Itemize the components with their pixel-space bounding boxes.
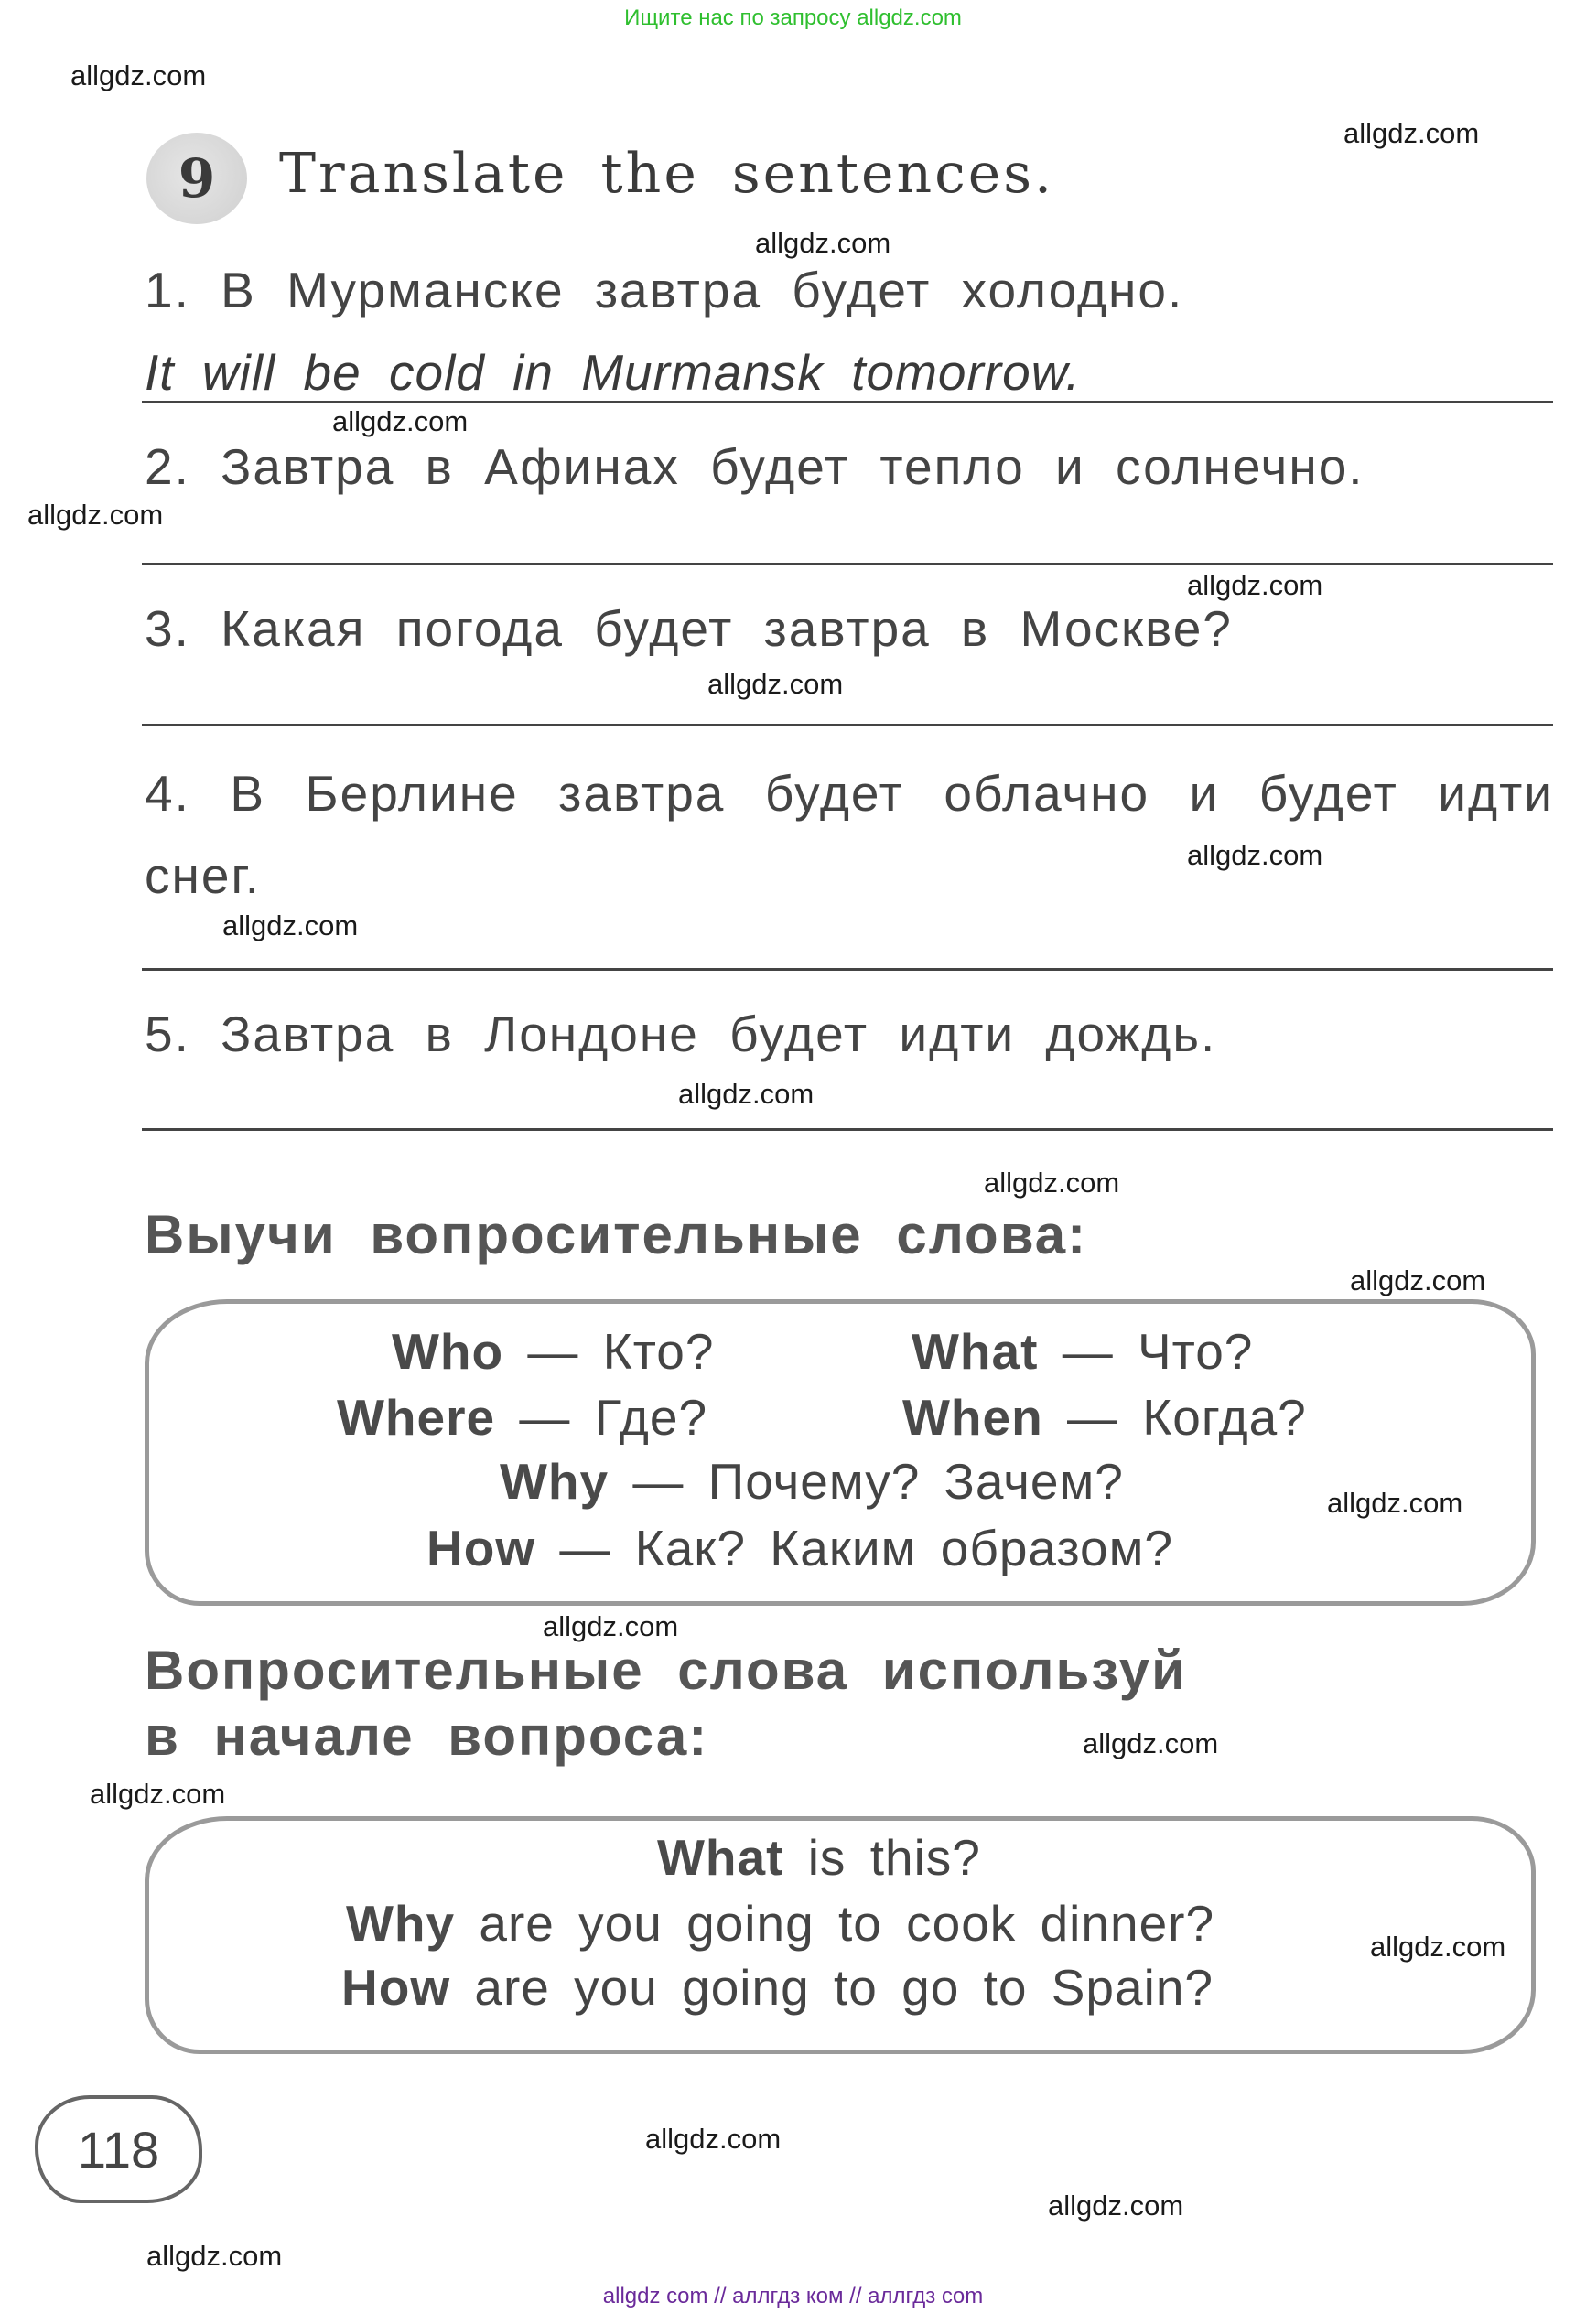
- watermark: allgdz.com: [90, 1778, 226, 1810]
- usage-examples-box: [145, 1816, 1536, 2054]
- exercise-number: 9: [178, 147, 216, 210]
- watermark: allgdz.com: [222, 909, 359, 941]
- example-why: Why are you going to cook dinner?: [346, 1895, 1215, 1952]
- answer-1: It will be cold in Murmansk tomorrow.: [145, 344, 1081, 401]
- watermark: allgdz.com: [1370, 1931, 1506, 1963]
- example-how: How are you going to go to Spain?: [341, 1959, 1214, 2016]
- usage-heading-line-1: Вопросительные слова используй: [145, 1640, 1187, 1701]
- sentence-4: 4. В Берлине завтра будет облачно и будет идти снег.: [145, 765, 1554, 904]
- watermark: allgdz.com: [645, 2123, 782, 2155]
- usage-heading: [145, 1638, 1187, 1770]
- watermark: allgdz.com: [543, 1610, 679, 1642]
- watermark: allgdz.com: [707, 668, 844, 700]
- watermark: allgdz.com: [755, 227, 891, 259]
- watermark: allgdz.com: [146, 2240, 283, 2272]
- word-what: What — Что?: [912, 1323, 1254, 1380]
- word-when: When — Когда?: [902, 1389, 1307, 1446]
- page-number: 118: [77, 2120, 160, 2179]
- watermark: allgdz.com: [1343, 117, 1480, 149]
- watermark: allgdz.com: [332, 405, 469, 437]
- answer-line-3[interactable]: [142, 724, 1553, 726]
- word-how: How — Как? Каким образом?: [426, 1520, 1173, 1576]
- page-number-badge: [35, 2095, 202, 2203]
- learn-heading: Выучи вопросительные слова:: [145, 1204, 1088, 1265]
- answer-line-1[interactable]: [142, 401, 1553, 403]
- watermark: allgdz.com: [70, 59, 207, 91]
- question-words-box: [145, 1299, 1536, 1606]
- watermark: allgdz.com: [678, 1078, 815, 1110]
- bottom-banner[interactable]: allgdz com // аллгдз ком // аллгдз com: [602, 2284, 984, 2308]
- watermark: allgdz.com: [27, 499, 164, 531]
- watermark: allgdz.com: [1350, 1264, 1486, 1296]
- sentence-2: 2. Завтра в Афинах будет тепло и солнечно.: [145, 438, 1365, 495]
- sentence-5: 5. Завтра в Лондоне будет идти дождь.: [145, 1006, 1217, 1062]
- answer-line-4[interactable]: [142, 968, 1553, 971]
- watermark: allgdz.com: [1187, 569, 1323, 601]
- word-who: Who — Кто?: [392, 1323, 715, 1380]
- word-why: Why — Почему? Зачем?: [500, 1453, 1124, 1510]
- top-banner[interactable]: Ищите нас по запросу allgdz.com: [624, 5, 962, 30]
- example-what: What is this?: [657, 1829, 981, 1886]
- watermark: allgdz.com: [1327, 1487, 1463, 1519]
- word-where: Where — Где?: [337, 1389, 708, 1446]
- watermark: allgdz.com: [1048, 2190, 1184, 2222]
- watermark: allgdz.com: [984, 1167, 1120, 1199]
- answer-line-2[interactable]: [142, 563, 1553, 565]
- answer-line-5[interactable]: [142, 1128, 1553, 1131]
- usage-heading-line-2: в начале вопроса:: [145, 1705, 709, 1767]
- exercise-title: Translate the sentences.: [279, 142, 1055, 206]
- exercise-number-badge: [146, 133, 247, 224]
- watermark: allgdz.com: [1187, 839, 1323, 871]
- sentence-1: 1. В Мурманске завтра будет холодно.: [145, 262, 1184, 318]
- watermark: allgdz.com: [1083, 1727, 1219, 1759]
- sentence-3: 3. Какая погода будет завтра в Москве?: [145, 600, 1233, 657]
